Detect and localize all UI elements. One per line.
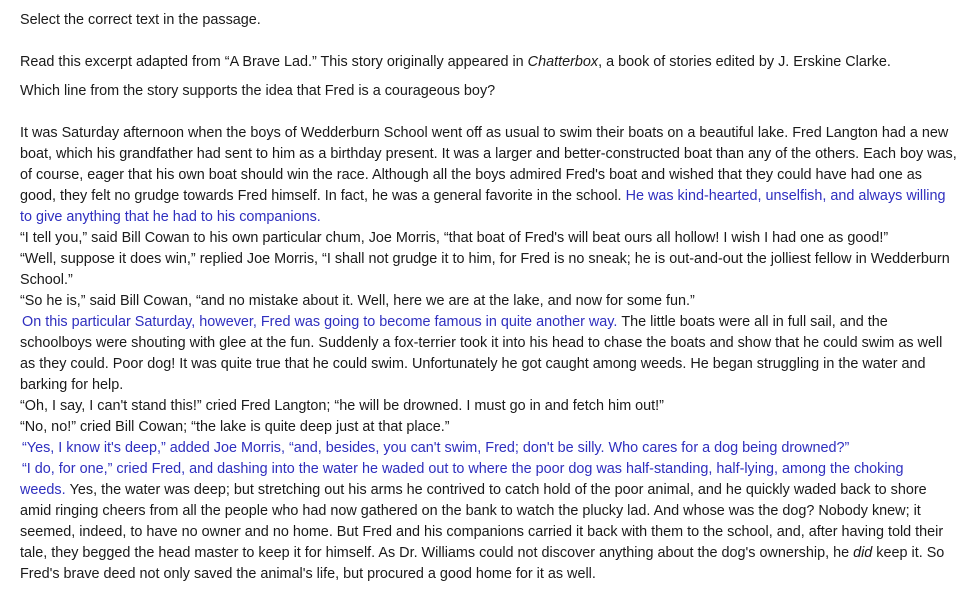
selectable-option-1[interactable]: He was kind-hearted, unselfish, and always willing to give anything that he had to his companions. [20,188,946,225]
passage-intro [20,52,960,73]
passage-paragraph-7: “No, no!” cried Bill Cowan; “the lake is quite deep just at that place.” [20,419,450,435]
instruction-text: Select the correct text in the passage. [20,12,261,28]
book-title: Chatterbox [527,54,599,70]
emphasized-word: did [853,545,873,561]
selectable-option-4[interactable]: “I do, for one,” cried Fred, and dashing into the water he waded out to where the poor dog was half-standing, half-lying, among the choking weeds. [20,461,904,498]
selectable-option-2[interactable]: On this particular Saturday, however, Fred was going to become famous in quite another way. [22,314,618,330]
question-prompt: Which line from the story supports the idea that Fred is a courageous boy? [20,83,496,99]
passage-paragraph-3: “Well, suppose it does win,” replied Joe Morris, “I shall not grudge it to him, for Fred is no sneak; he is out-and-out the jolliest fellow in Wedderburn School.” [20,251,950,288]
paragraph-text: It was Saturday afternoon when the boys of Wedderburn School went off as usual to swim their boats on a beautiful lake. Fred Langton had a new boat, which his grandfather had sent to him as a birthday present. It was a larger and better-constructed boat than any of the others. Each boy was, of course, eager that his own boat should win the race. Although all the boys admired Fred's boat and wished that they could have had one as good, they felt no grudge towards Fred himself. In fact, he was a general favorite in the school. [20,125,957,204]
passage-paragraph-2: “I tell you,” said Bill Cowan to his own particular chum, Joe Morris, “that boat of Fred's will beat ours all hollow! I wish I had one as good!” [20,230,889,246]
intro-text-after: , a book of stories edited by J. Erskine Clarke. [598,54,891,70]
passage-paragraph-1 [20,123,960,228]
passage-paragraph-6: “Oh, I say, I can't stand this!” cried Fred Langton; “he will be drowned. I must go in and fetch him out!” [20,398,664,414]
selectable-option-3[interactable]: “Yes, I know it's deep,” added Joe Morris, “and, besides, you can't swim, Fred; don't be silly. Who cares for a dog being drowned?” [22,440,850,456]
passage-paragraph-9 [20,459,960,585]
paragraph-text: keep it. So Fred's brave deed not only saved the animal's life, but procured a good home for it as well. [20,545,945,582]
intro-text-before: Read this excerpt adapted from “A Brave Lad.” This story originally appeared in [20,54,528,70]
paragraph-text: Yes, the water was deep; but stretching out his arms he contrived to catch hold of the poor animal, and he quickly waded back to shore amid ringing cheers from all the people who had now gathered on the bank to watch the plucky lad. And whose was the dog? Nobody knew; it seemed, indeed, to have no owner and no home. But Fred and his companions carried it back with them to the school, and, after having told their tale, they begged the head master to keep it for himself. As Dr. Williams could not discover anything about the dog's ownership, he [20,482,944,561]
passage-paragraph-4: “So he is,” said Bill Cowan, “and no mistake about it. Well, here we are at the lake, and now for some fun.” [20,293,695,309]
passage-paragraph-8 [20,438,960,459]
passage-paragraph-5 [20,312,960,396]
paragraph-text: The little boats were all in full sail, and the schoolboys were shouting with glee at the fun. Suddenly a fox-terrier took it into his head to chase the boats and show that he could swim as well as they could. Poor dog! It was quite true that he could swim. Unfortunately he got caught among weeds. He began struggling in the water and barking for help. [20,314,943,393]
passage [20,123,960,585]
